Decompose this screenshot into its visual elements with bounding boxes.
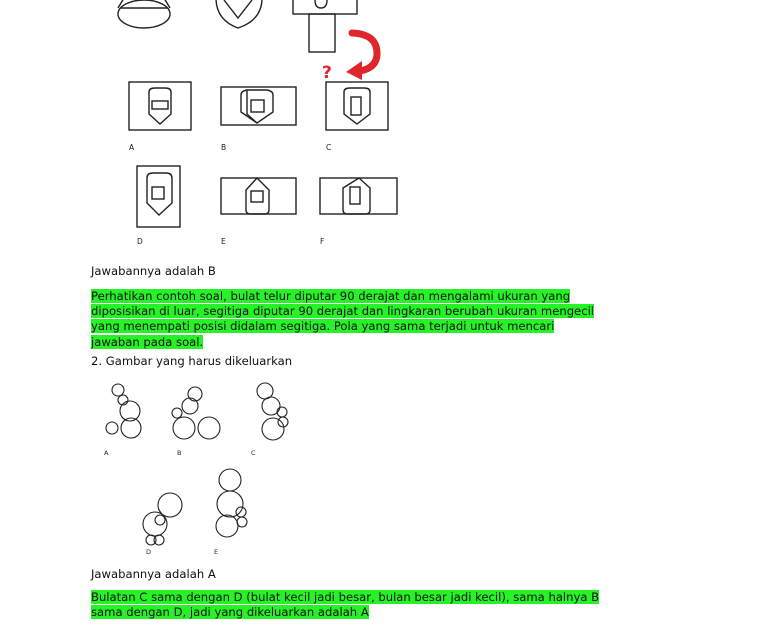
answer-1-text: Jawabannya adalah B	[91, 264, 216, 278]
explanation-2-line: sama dengan D, jadi yang dikeluarkan adalah A	[91, 605, 369, 620]
answer-2-text: Jawabannya adalah A	[91, 567, 216, 581]
option-a-shape[interactable]	[129, 82, 191, 130]
q2-option-b-label: B	[177, 449, 182, 457]
option-e-circles[interactable]	[216, 469, 247, 537]
example-shield-shape	[216, 0, 262, 28]
explanation-1-line: yang menempati posisi didalam segitiga. Pola yang sama terjadi untuk mencari	[91, 319, 555, 334]
example-rect-shape	[293, 0, 357, 52]
example-ellipse-shape	[118, 0, 170, 28]
option-c-label: C	[326, 143, 332, 152]
option-a-circles[interactable]	[106, 384, 141, 438]
question-2-heading: 2. Gambar yang harus dikeluarkan	[91, 354, 293, 368]
option-b-label: B	[221, 143, 227, 152]
option-b-circles[interactable]	[172, 387, 220, 439]
explanation-2-line: Bulatan C sama dengan D (bulat kecil jadi besar, bulan besar jadi kecil), sama halnya B	[91, 590, 600, 604]
option-a-label: A	[129, 143, 135, 152]
q2-option-c-label: C	[251, 449, 256, 457]
red-arrow-icon	[346, 33, 377, 80]
question1-figure	[0, 0, 768, 260]
question-mark: ?	[322, 63, 332, 83]
option-e-label: E	[221, 237, 226, 246]
explanation-1	[91, 289, 594, 350]
option-d-label: D	[137, 237, 143, 246]
explanation-1-line: diposisikan di luar, segitiga diputar 90 derajat dan lingkaran berubah ukuran mengecil	[91, 304, 595, 319]
option-f-shape[interactable]	[320, 178, 397, 214]
option-e-shape[interactable]	[221, 178, 296, 214]
option-d-circles[interactable]	[143, 493, 182, 545]
explanation-1-line: Perhatikan contoh soal, bulat telur diputar 90 derajat dan mengalami ukuran yang	[91, 289, 571, 303]
option-c-shape[interactable]	[326, 82, 388, 130]
q2-option-e-label: E	[214, 548, 219, 556]
explanation-2	[91, 590, 599, 620]
q2-option-a-label: A	[104, 449, 109, 457]
option-c-circles[interactable]	[257, 383, 288, 440]
option-d-shape[interactable]	[137, 166, 180, 227]
option-f-label: F	[320, 237, 325, 246]
q2-option-d-label: D	[146, 548, 152, 556]
option-b-shape[interactable]	[221, 87, 296, 125]
explanation-1-line: jawaban pada soal.	[91, 334, 204, 349]
